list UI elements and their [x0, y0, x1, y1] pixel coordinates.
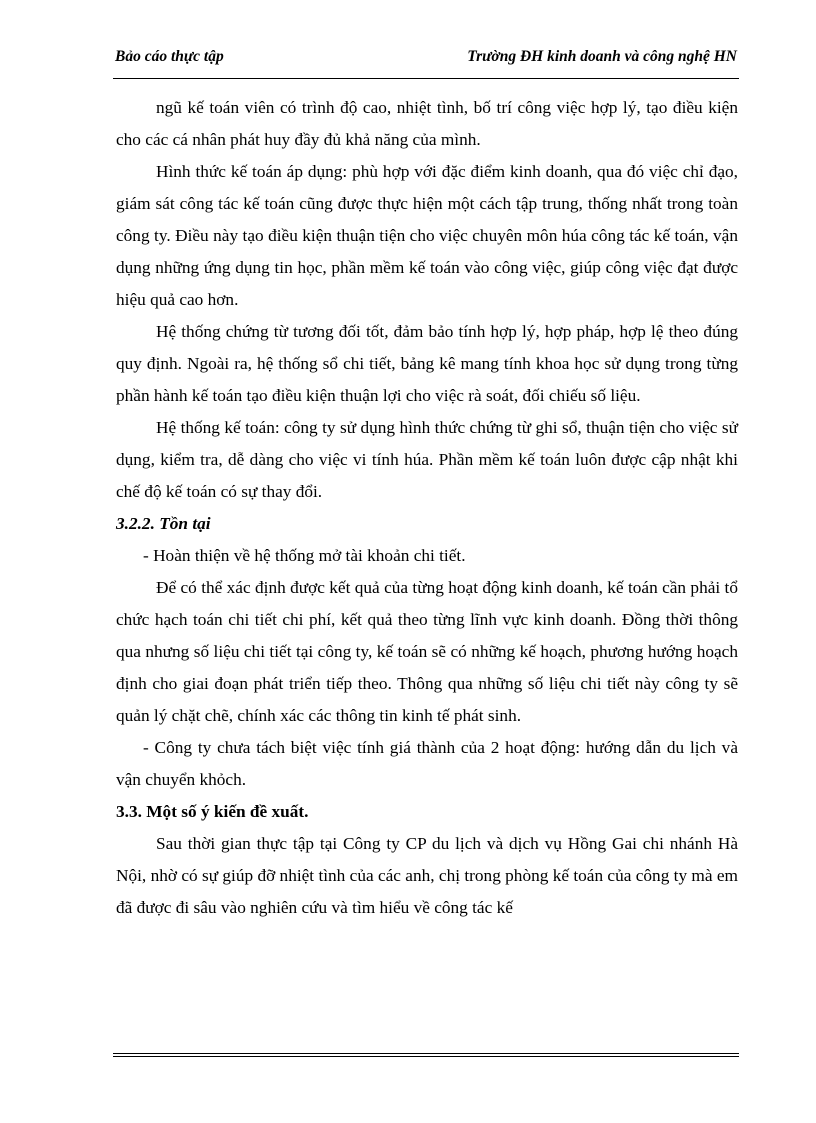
bullet-cost-separation: - Công ty chưa tách biệt việc tính giá thành của 2 hoạt động: hướng dẫn du lịch và vận chuyển khỏch.	[116, 738, 738, 789]
paragraph-accounting-form: Hình thức kế toán áp dụng: phù hợp với đặc điểm kinh doanh, qua đó việc chỉ đạo, giám sát công tác kế toán cũng được thực hiện một cách tập trung, thống nhất trong toàn công ty. Điều này tạo điều kiện thuận tiện cho việc chuyên môn húa công tác kế toán, vận dụng những ứng dụng tin học, phần mềm kế toán vào công việc, giúp công việc đạt được hiệu quả cao hơn.	[116, 162, 738, 309]
page-header	[113, 44, 739, 70]
header-divider	[113, 78, 739, 79]
section-heading-3-2-2: 3.2.2. Tồn tại	[116, 514, 211, 533]
paragraph-staff: ngũ kế toán viên có trình độ cao, nhiệt tình, bố trí công việc hợp lý, tạo điều kiện cho các cá nhân phát huy đầy đủ khả năng của mình.	[116, 98, 738, 149]
header-university-name: Trường ĐH kinh doanh và công nghệ HN	[467, 48, 737, 65]
section-heading-3-3: 3.3. Một số ý kiến đề xuất.	[116, 802, 309, 821]
footer-divider-thick	[113, 1056, 739, 1057]
paragraph-voucher-system: Hệ thống chứng từ tương đối tốt, đảm bảo tính hợp lý, hợp pháp, hợp lệ theo đúng quy định. Ngoài ra, hệ thống sổ chi tiết, bảng kê mang tính khoa học sử dụng trong từng phần hành kế toán tạo điều kiện thuận lợi cho việc rà soát, đối chiếu số liệu.	[116, 322, 738, 405]
paragraph-business-results: Để có thể xác định được kết quả của từng hoạt động kinh doanh, kế toán cần phải tổ chức hạch toán chi tiết chi phí, kết quả theo từng lĩnh vực kinh doanh. Đồng thời thông qua nhưng số liệu chi tiết tại công ty, kế toán sẽ có những kế hoạch, phương hướng hoạch định cho giai đoạn phát triển tiếp theo. Thông qua những số liệu chi tiết này công ty sẽ quản lý chặt chẽ, chính xác các thông tin kinh tế phát sinh.	[116, 578, 738, 725]
bullet-account-system: - Hoàn thiện về hệ thống mở tài khoản chi tiết.	[143, 546, 466, 565]
footer-divider-thin	[113, 1053, 739, 1054]
document-body	[116, 92, 738, 924]
paragraph-internship: Sau thời gian thực tập tại Công ty CP du lịch và dịch vụ Hồng Gai chi nhánh Hà Nội, nhờ có sự giúp đỡ nhiệt tình của các anh, chị trong phòng kế toán của công ty mà em đã được đi sâu vào nghiên cứu và tìm hiểu về công tác kế	[116, 834, 738, 917]
paragraph-accounting-system: Hệ thống kế toán: công ty sử dụng hình thức chứng từ ghi sổ, thuận tiện cho việc sử dụng, kiểm tra, dễ dàng cho việc vi tính húa. Phần mềm kế toán luôn được cập nhật khi chế độ kế toán có sự thay đổi.	[116, 418, 738, 501]
header-report-title: Bảo cáo thực tập	[115, 48, 224, 65]
